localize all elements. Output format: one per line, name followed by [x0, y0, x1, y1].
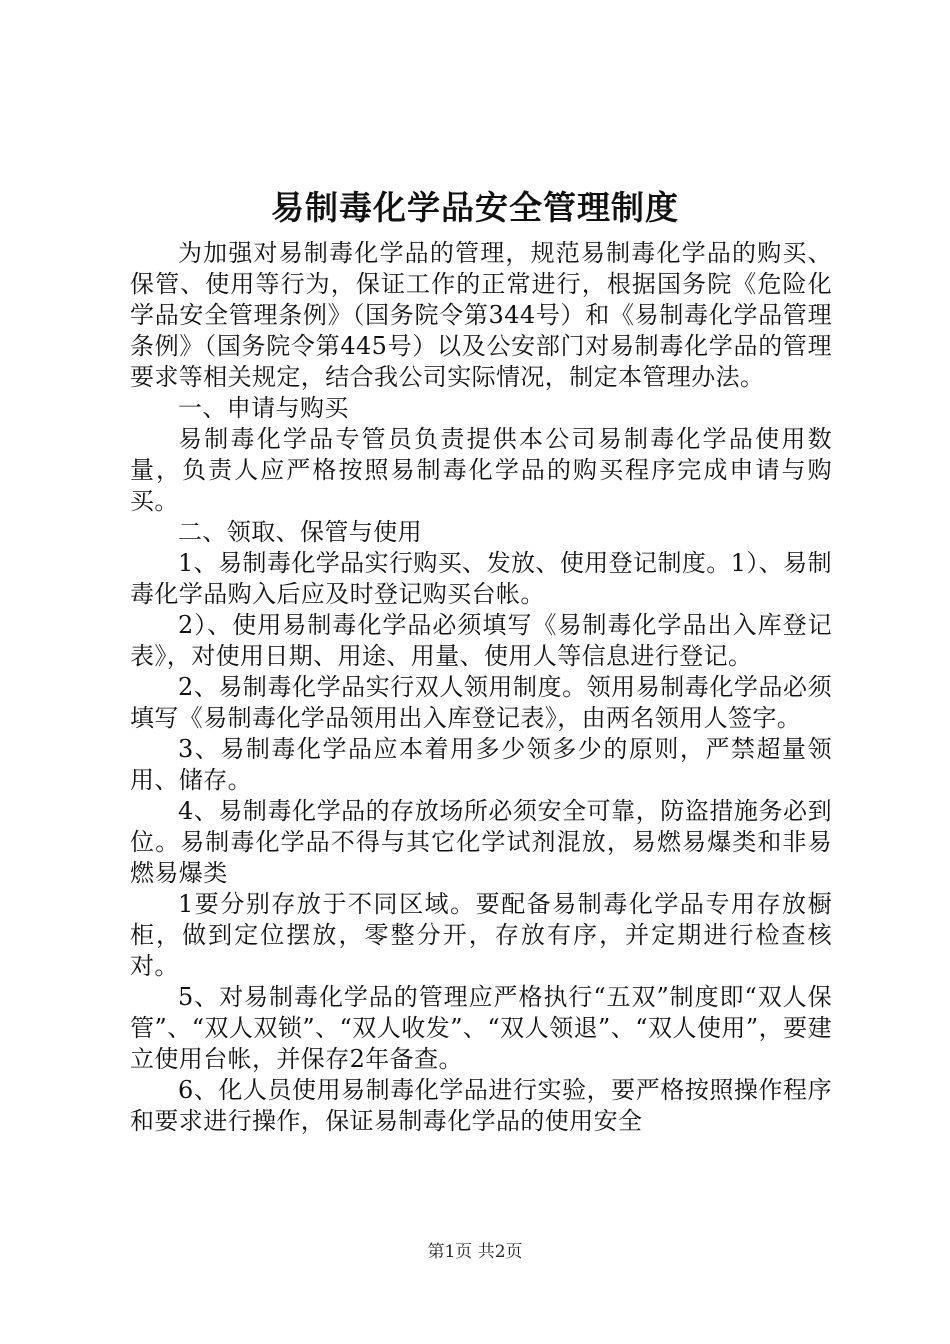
page-footer: 第1页 共2页	[427, 1242, 523, 1262]
paragraph-item-1: 1、易制毒化学品实行购买、发放、使用登记制度。1）、易制毒化学品购入后应及时登记购买台帐。	[130, 549, 832, 608]
paragraph-apply-purchase: 易制毒化学品专管员负责提供本公司易制毒化学品使用数量，负责人应严格按照易制毒化学品的购买程序完成申请与购买。	[130, 425, 832, 515]
document-body	[130, 238, 832, 1137]
paragraph-intro: 为加强对易制毒化学品的管理，规范易制毒化学品的购买、保管、使用等行为，保证工作的正常进行，根据国务院《危险化学品安全管理条例》（国务院令第344号）和《易制毒化学品管理条例》（国务院令第445号）以及公安部门对易制毒化学品的管理要求等相关规定，结合我公司实际情况，制定本管理办法。	[130, 239, 832, 391]
section-heading-receive-store-use: 二、领取、保管与使用	[178, 518, 422, 546]
paragraph-item-6: 6、化人员使用易制毒化学品进行实验，要严格按照操作程序和要求进行操作，保证易制毒化学品的使用安全	[130, 1076, 832, 1135]
paragraph-item-4-cont: 1要分别存放于不同区域。要配备易制毒化学品专用存放橱柜，做到定位摆放，零整分开，存放有序，并定期进行检查核对。	[130, 890, 832, 980]
document-title: 易制毒化学品安全管理制度	[271, 188, 679, 227]
paragraph-item-4: 4、易制毒化学品的存放场所必须安全可靠，防盗措施务必到位。易制毒化学品不得与其它化学试剂混放，易燃易爆类和非易燃易爆类	[130, 797, 832, 887]
paragraph-item-1-2: 2）、使用易制毒化学品必须填写《易制毒化学品出入库登记表》，对使用日期、用途、用量、使用人等信息进行登记。	[130, 611, 832, 670]
paragraph-item-3: 3、易制毒化学品应本着用多少领多少的原则，严禁超量领用、储存。	[130, 735, 832, 794]
paragraph-item-5: 5、对易制毒化学品的管理应严格执行“五双”制度即“双人保管”、“双人双锁”、“双人收发”、“双人领退”、“双人使用”，要建立使用台帐，并保存2年备查。	[130, 983, 832, 1073]
paragraph-item-2: 2、易制毒化学品实行双人领用制度。领用易制毒化学品必须填写《易制毒化学品领用出入库登记表》，由两名领用人签字。	[130, 673, 832, 732]
section-heading-apply-purchase: 一、申请与购买	[178, 394, 349, 422]
